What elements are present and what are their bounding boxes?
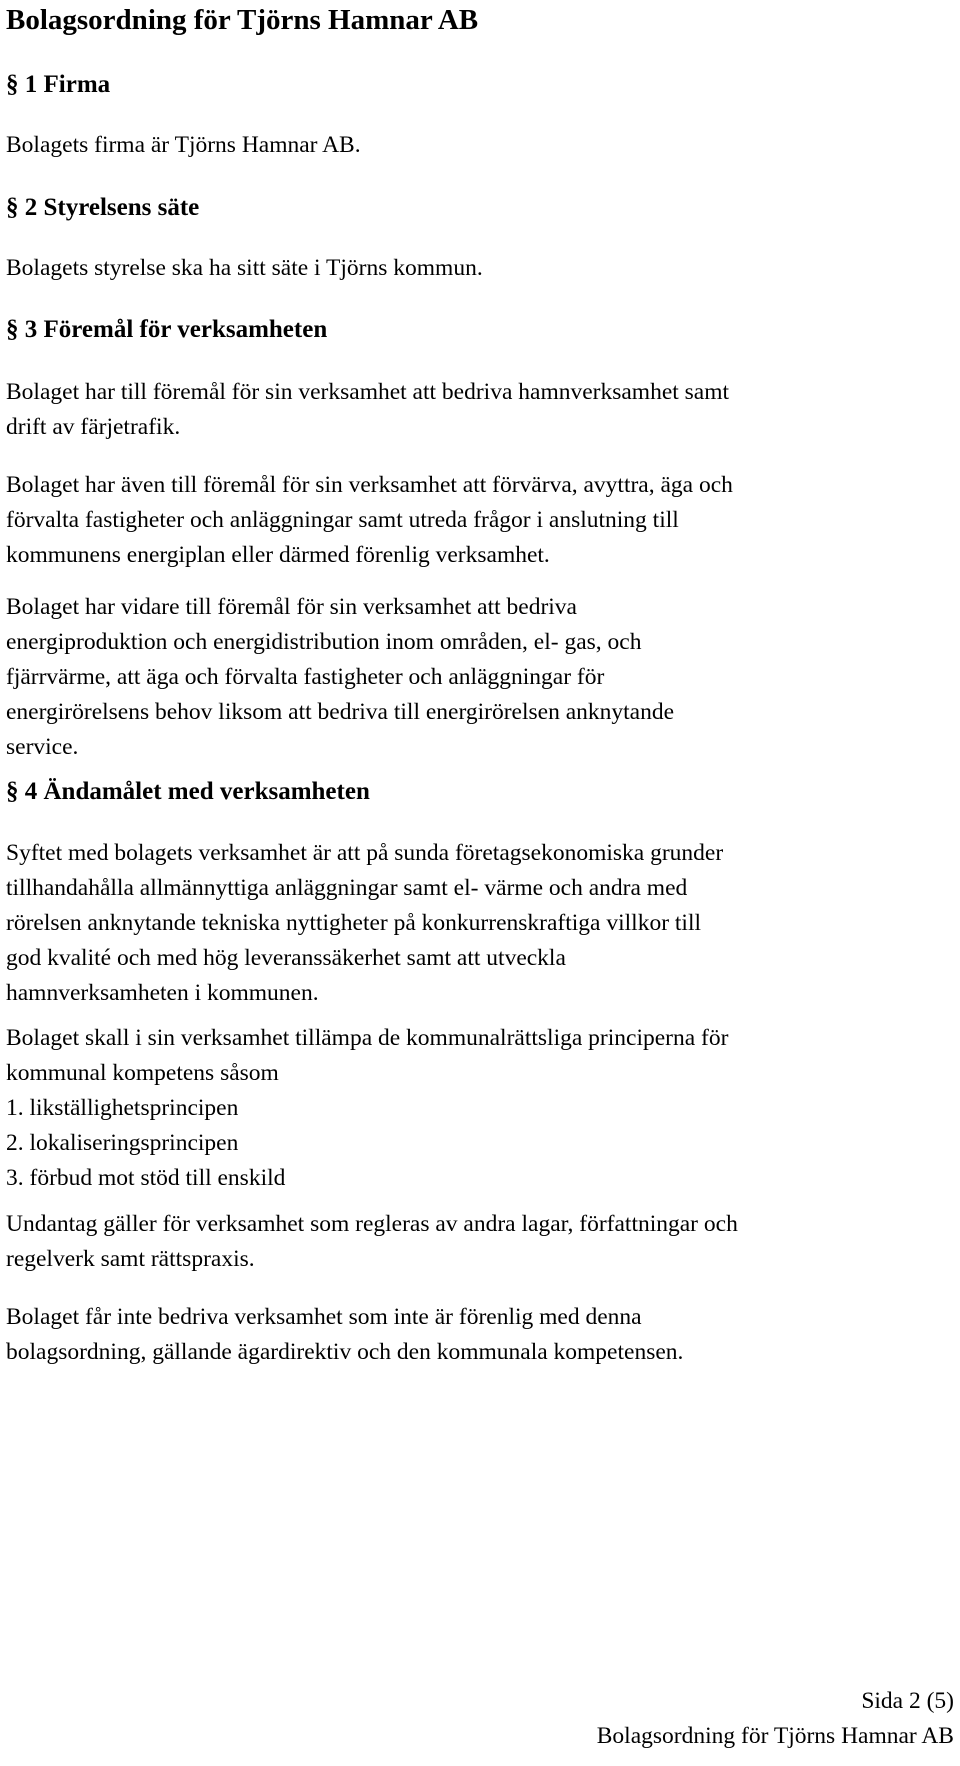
list-item: 2. lokaliseringsprincipen (6, 1130, 239, 1156)
section-paragraph (6, 468, 954, 573)
paragraph-line: förvalta fastigheter och anläggningar samt utreda frågor i anslutning till (6, 507, 679, 533)
section-paragraph (6, 1207, 954, 1277)
paragraph-line: energiproduktion och energidistribution inom områden, el- gas, och (6, 629, 642, 655)
paragraph-line: Bolagets firma är Tjörns Hamnar AB. (6, 132, 361, 158)
paragraph-line: kommunal kompetens såsom (6, 1060, 279, 1086)
page-footer (597, 1684, 954, 1754)
paragraph-line: kommunens energiplan eller därmed förenlig verksamhet. (6, 542, 550, 568)
paragraph-line: Syftet med bolagets verksamhet är att på sunda företagsekonomiska grunder (6, 840, 724, 866)
paragraph-line: Bolaget får inte bedriva verksamhet som inte är förenlig med denna (6, 1304, 642, 1330)
paragraph-line: bolagsordning, gällande ägardirektiv och den kommunala kompetensen. (6, 1339, 684, 1365)
paragraph-line: Bolaget skall i sin verksamhet tillämpa de kommunalrättsliga principerna för (6, 1025, 729, 1051)
section-heading-styrelsens-sate: § 2 Styrelsens säte (6, 194, 200, 221)
paragraph-line: energirörelsens behov liksom att bedriva till energirörelsen anknytande (6, 699, 675, 725)
section-heading-andamalet: § 4 Ändamålet med verksamheten (6, 778, 370, 805)
paragraph-line: Bolaget har även till föremål för sin verksamhet att förvärva, avyttra, äga och (6, 472, 733, 498)
section-heading-foremal: § 3 Föremål för verksamheten (6, 316, 328, 343)
paragraph-line: fjärrvärme, att äga och förvalta fastigheter och anläggningar för (6, 664, 605, 690)
paragraph-line: Undantag gäller för verksamhet som regleras av andra lagar, författningar och (6, 1211, 738, 1237)
section-heading-firma: § 1 Firma (6, 71, 111, 98)
list-item: 1. likställighetsprincipen (6, 1095, 239, 1121)
paragraph-line: hamnverksamheten i kommunen. (6, 980, 319, 1006)
paragraph-line: rörelsen anknytande tekniska nyttigheter på konkurrenskraftiga villkor till (6, 910, 702, 936)
section-paragraph (6, 128, 954, 163)
paragraph-line: Bolaget har vidare till föremål för sin verksamhet att bedriva (6, 594, 577, 620)
section-paragraph (6, 375, 954, 445)
section-paragraph (6, 1021, 954, 1196)
paragraph-line: regelverk samt rättspraxis. (6, 1246, 255, 1272)
paragraph-line: Bolagets styrelse ska ha sitt säte i Tjörns kommun. (6, 255, 483, 281)
section-paragraph (6, 251, 954, 286)
section-paragraph (6, 1300, 954, 1370)
section-paragraph (6, 836, 954, 1011)
paragraph-line: Bolaget har till föremål för sin verksamhet att bedriva hamnverksamhet samt (6, 379, 730, 405)
paragraph-line: tillhandahålla allmännyttiga anläggningar samt el- värme och andra med (6, 875, 688, 901)
paragraph-line: god kvalité och med hög leveranssäkerhet samt att utveckla (6, 945, 566, 971)
footer-document-title: Bolagsordning för Tjörns Hamnar AB (596, 1723, 954, 1749)
document-title: Bolagsordning för Tjörns Hamnar AB (6, 4, 479, 36)
paragraph-line: service. (6, 734, 79, 760)
page-number: Sida 2 (5) (861, 1688, 954, 1714)
section-paragraph (6, 590, 954, 765)
list-item: 3. förbud mot stöd till enskild (6, 1165, 286, 1191)
paragraph-line: drift av färjetrafik. (6, 414, 181, 440)
